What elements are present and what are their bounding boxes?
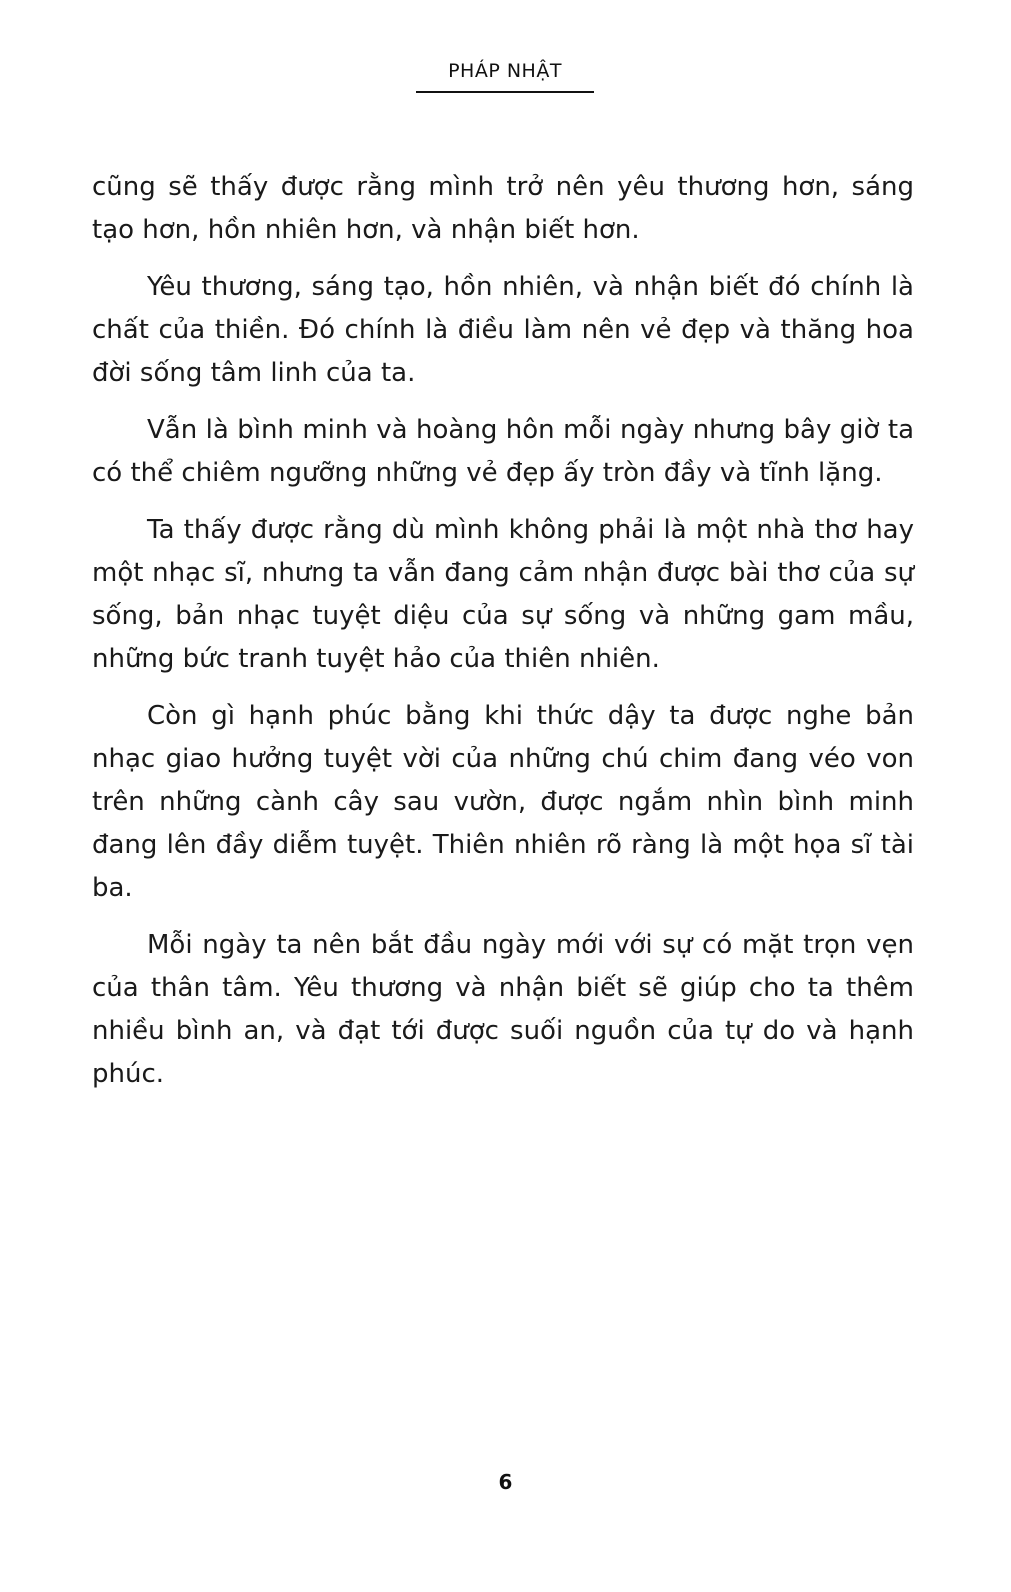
paragraph: Còn gì hạnh phúc bằng khi thức dậy ta được nghe bản nhạc giao hưởng tuyệt vời của những chú chim đang véo von trên những cành cây sau vườn, được ngắm nhìn bình minh đang lên đầy diễm tuyệt. Thiên nhiên rõ ràng là một họa sĩ tài ba. (92, 701, 914, 903)
paragraph: Mỗi ngày ta nên bắt đầu ngày mới với sự có mặt trọn vẹn của thân tâm. Yêu thương và nhận biết sẽ giúp cho ta thêm nhiều bình an, và đạt tới được suối nguồn của tự do và hạnh phúc. (92, 930, 914, 1089)
body-text (92, 166, 914, 1110)
paragraph: Ta thấy được rằng dù mình không phải là một nhà thơ hay một nhạc sĩ, nhưng ta vẫn đang cảm nhận được bài thơ của sự sống, bản nhạc tuyệt diệu của sự sống và những gam mầu, những bức tranh tuyệt hảo của thiên nhiên. (92, 515, 914, 674)
running-title: PHÁP NHẬT (448, 60, 562, 82)
paragraph: Yêu thương, sáng tạo, hồn nhiên, và nhận biết đó chính là chất của thiền. Đó chính là điều làm nên vẻ đẹp và thăng hoa đời sống tâm linh của ta. (92, 272, 914, 388)
header-rule (416, 91, 594, 93)
page-number: 6 (498, 1470, 513, 1494)
paragraph: Vẫn là bình minh và hoàng hôn mỗi ngày nhưng bây giờ ta có thể chiêm ngưỡng những vẻ đẹp ấy tròn đầy và tĩnh lặng. (92, 415, 914, 488)
paragraph-continued: cũng sẽ thấy được rằng mình trở nên yêu thương hơn, sáng tạo hơn, hồn nhiên hơn, và nhận biết hơn. (92, 172, 914, 245)
